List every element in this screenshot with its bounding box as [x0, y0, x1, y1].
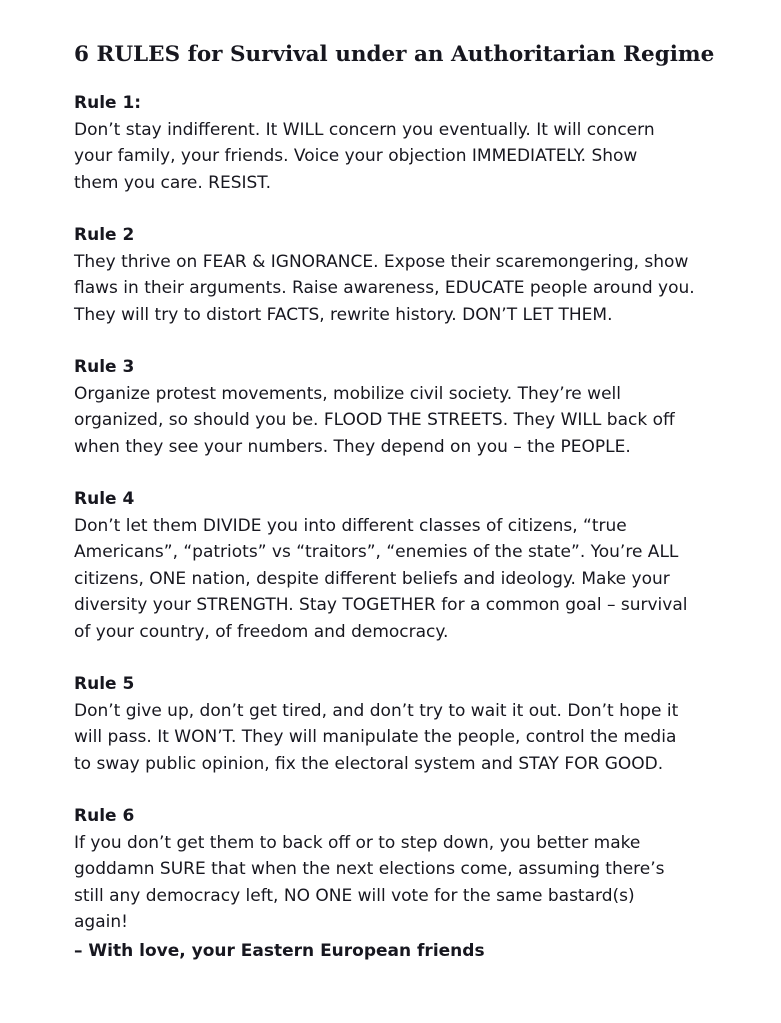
document-page — [74, 40, 754, 964]
rule-line: Americans”, “patriots” vs “traitors”, “enemies of the state”. You’re ALL — [74, 542, 679, 562]
rule-line: still any democracy left, NO ONE will vote for the same bastard(s) — [74, 885, 635, 906]
rule-3 — [74, 354, 754, 460]
rule-line: diversity your STRENGTH. Stay TOGETHER for a common goal – survival — [74, 595, 688, 615]
rule-5 — [74, 671, 754, 777]
rule-line: citizens, ONE nation, despite different beliefs and ideology. Make your — [74, 568, 670, 589]
rule-heading: Rule 4 — [74, 489, 135, 509]
rule-2 — [74, 222, 754, 328]
rule-line: They will try to distort FACTS, rewrite history. DON’T LET THEM. — [74, 304, 613, 325]
signoff: – With love, your Eastern European friends — [74, 940, 485, 961]
rule-heading: Rule 2 — [74, 225, 135, 245]
rule-body — [74, 249, 754, 329]
rule-line: will pass. It WON’T. They will manipulate the people, control the media — [74, 727, 677, 747]
rule-line: organized, so should you be. FLOOD THE STREETS. They WILL back off — [74, 410, 675, 430]
rule-line: Don’t stay indifferent. It WILL concern you eventually. It will concern — [74, 119, 655, 140]
rule-body — [74, 698, 754, 778]
rule-heading: Rule 1: — [74, 93, 142, 113]
rule-heading: Rule 5 — [74, 674, 135, 694]
rule-heading: Rule 6 — [74, 806, 135, 826]
rule-line: Don’t give up, don’t get tired, and don’t try to wait it out. Don’t hope it — [74, 700, 679, 721]
rule-line: Organize protest movements, mobilize civil society. They’re well — [74, 383, 621, 404]
rule-line: your family, your friends. Voice your objection IMMEDIATELY. Show — [74, 146, 638, 166]
rule-line: when they see your numbers. They depend on you – the PEOPLE. — [74, 436, 631, 457]
rule-6 — [74, 803, 754, 936]
rule-line: to sway public opinion, fix the electoral system and STAY FOR GOOD. — [74, 753, 664, 774]
document-title: 6 RULES for Survival under an Authoritarian Regime — [74, 42, 715, 67]
rule-body — [74, 117, 754, 197]
rule-4 — [74, 486, 754, 645]
rule-body — [74, 513, 754, 646]
rule-line: goddamn SURE that when the next elections come, assuming there’s — [74, 859, 665, 879]
rule-line: flaws in their arguments. Raise awareness, EDUCATE people around you. — [74, 278, 695, 298]
rule-line: again! — [74, 912, 128, 932]
rule-line: If you don’t get them to back off or to step down, you better make — [74, 832, 641, 853]
rule-body — [74, 381, 754, 461]
rule-line: They thrive on FEAR & IGNORANCE. Expose their scaremongering, show — [74, 251, 689, 272]
rule-heading: Rule 3 — [74, 357, 135, 377]
rule-line: Don’t let them DIVIDE you into different classes of citizens, “true — [74, 515, 627, 536]
rule-line: them you care. RESIST. — [74, 172, 272, 193]
rule-body — [74, 830, 754, 936]
rule-line: of your country, of freedom and democracy. — [74, 621, 449, 642]
rule-1 — [74, 90, 754, 196]
